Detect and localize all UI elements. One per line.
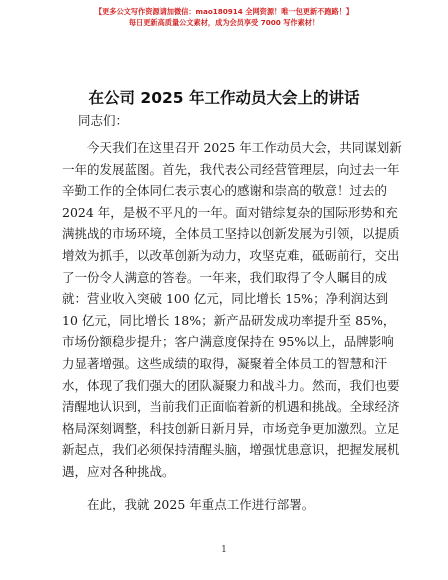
paragraph-line: 增效为抓手，以改革创新为动力，攻坚克难，砥砺前行，交出	[62, 247, 400, 263]
paragraph-line: 一年的发展蓝图。首先，我代表公司经营管理层，向过去一年	[62, 161, 400, 177]
paragraph-line: 清醒地认识到，当前我们正面临着新的机遇和挑战。全球经济	[62, 399, 400, 415]
paragraph-line: 满挑战的市场环境，全体员工坚持以创新发展为引领，以提质	[62, 226, 400, 242]
promo-banner-line-1: 【更多公文写作资源请加微信：mao180914 全网资源！唯一包更新不跑路！】	[94, 7, 354, 16]
paragraph-line: 2024 年，是极不平凡的一年。面对错综复杂的国际形势和充	[62, 204, 398, 220]
paragraph-1	[62, 137, 402, 483]
promo-banner	[0, 6, 448, 28]
paragraph-line: 了一份令人满意的答卷。一年来，我们取得了令人瞩目的成	[62, 269, 388, 285]
greeting: 同志们：	[78, 113, 129, 128]
paragraph-line: 力显著增强。这些成绩的取得，凝聚着全体员工的智慧和汗	[62, 355, 388, 371]
paragraph-line: 遇，应对各种挑战。	[62, 463, 175, 479]
paragraph-line: 辛勤工作的全体同仁表示衷心的感谢和崇高的敬意！过去的	[62, 183, 388, 199]
promo-banner-line-2: 每日更新高质量公文素材，成为会员享受 7000 写作素材！	[128, 18, 320, 27]
paragraph-2	[62, 494, 387, 516]
paragraph-line: 新起点，我们必须保持清醒头脑，增强忧患意识，把握发展机	[62, 442, 400, 458]
page-number: 1	[221, 545, 227, 555]
paragraph-line: 市场份额稳步提升；客户满意度保持在 95%以上，品牌影响	[62, 334, 394, 350]
paragraph-line: 水，体现了我们强大的团队凝聚力和战斗力。然而，我们也要	[62, 377, 400, 393]
document-title: 在公司 2025 年工作动员大会上的讲话	[88, 89, 360, 107]
paragraph-line: 就：营业收入突破 100 亿元，同比增长 15%；净利润达到	[62, 291, 389, 307]
paragraph-line: 在此，我就 2025 年重点工作进行部署。	[87, 497, 315, 512]
paragraph-line: 今天我们在这里召开 2025 年工作动员大会，共同谋划新	[87, 140, 402, 155]
paragraph-line: 10 亿元，同比增长 18%；新产品研发成功率提升至 85%，	[62, 312, 396, 328]
paragraph-line: 格局深刻调整，科技创新日新月异，市场竞争更加激烈。立足	[62, 420, 400, 436]
